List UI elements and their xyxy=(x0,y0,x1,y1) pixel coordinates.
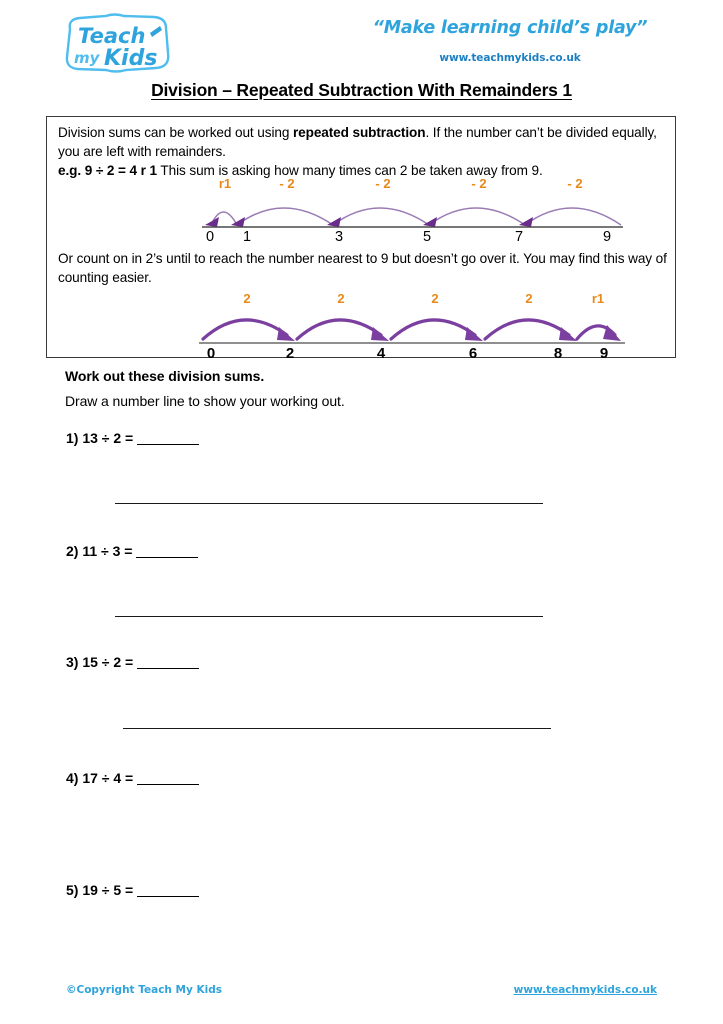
arc-label-two-d: 2 xyxy=(525,291,533,306)
question-sum: 15 ÷ 2 = xyxy=(82,654,134,670)
arc-label-two-b: 2 xyxy=(337,291,345,306)
tick-label: 9 xyxy=(602,229,612,245)
instruction-subtext: Draw a number line to show your working out. xyxy=(65,393,345,409)
arc-label-minus2-d: - 2 xyxy=(567,176,583,191)
question-sum: 19 ÷ 5 = xyxy=(82,882,134,898)
explanation-text-1: Division sums can be worked out using xyxy=(58,125,293,140)
tick-label: 4 xyxy=(376,345,386,362)
tick-label: 0 xyxy=(205,229,215,245)
question-4 xyxy=(66,770,199,786)
instruction-heading xyxy=(65,368,264,384)
svg-text:my: my xyxy=(74,49,100,67)
explanation-paragraph-2: Or count on in 2’s until to reach the number nearest to 9 but doesn’t go over it. You may find this way of counting easier. xyxy=(58,251,667,285)
footer-copyright: ©Copyright Teach My Kids xyxy=(66,984,223,996)
answer-blank-2[interactable] xyxy=(136,545,198,558)
teach-my-kids-logo xyxy=(62,13,174,75)
work-line-1 xyxy=(115,503,543,504)
question-number: 2) xyxy=(66,543,79,559)
svg-text:Teach: Teach xyxy=(78,24,146,48)
arc-label-two-c: 2 xyxy=(431,291,439,306)
work-line-2 xyxy=(115,616,543,617)
arc-label-r1-2: r1 xyxy=(591,291,605,306)
header-website: www.teachmykids.co.uk xyxy=(439,52,581,64)
question-number: 5) xyxy=(66,882,79,898)
explanation-paragraph-1 xyxy=(58,123,666,180)
arc-label-minus2-a: - 2 xyxy=(279,176,295,191)
instruction-heading-period: . xyxy=(260,368,265,384)
tick-label: 2 xyxy=(285,345,295,362)
tick-label: 6 xyxy=(468,345,478,362)
tagline: “Make learning child’s play” xyxy=(372,18,648,38)
question-sum: 11 ÷ 3 = xyxy=(82,543,133,559)
page-title: Division – Repeated Subtraction With Remainders 1 xyxy=(151,80,572,100)
footer-website-link[interactable]: www.teachmykids.co.uk xyxy=(513,984,657,996)
tick-label: 0 xyxy=(206,345,216,362)
explanation-box xyxy=(46,116,676,362)
tick-label: 3 xyxy=(334,229,344,245)
question-number: 3) xyxy=(66,654,79,670)
explanation-text-2: . If the number can’t be divided equally, you are left with remainders. xyxy=(58,125,657,159)
answer-blank-4[interactable] xyxy=(137,772,199,785)
work-line-3 xyxy=(123,728,551,729)
instruction-heading-text: Work out these division sums xyxy=(65,368,261,384)
question-number: 4) xyxy=(66,770,79,786)
question-number: 1) xyxy=(66,430,79,446)
tick-label: 1 xyxy=(242,229,252,245)
arc-label-two-a: 2 xyxy=(243,291,251,306)
explanation-bold-1: repeated subtraction xyxy=(292,125,426,140)
number-line-counting-on xyxy=(47,289,677,362)
tick-label: 9 xyxy=(599,345,609,362)
explanation-example-label: e.g. 9 ÷ 2 = 4 r 1 xyxy=(58,163,157,178)
answer-blank-1[interactable] xyxy=(137,432,199,445)
svg-text:Kids: Kids xyxy=(104,46,158,71)
question-5 xyxy=(66,882,199,898)
question-2 xyxy=(66,543,198,559)
explanation-text-3: This sum is asking how many times can 2 be taken away from 9. xyxy=(157,163,543,178)
tick-label: 5 xyxy=(422,229,432,245)
tick-label: 7 xyxy=(514,229,524,245)
question-sum: 13 ÷ 2 = xyxy=(82,430,134,446)
tick-label: 8 xyxy=(553,345,563,362)
arc-label-minus2-b: - 2 xyxy=(375,176,391,191)
answer-blank-3[interactable] xyxy=(137,656,199,669)
question-sum: 17 ÷ 4 = xyxy=(82,770,134,786)
question-3 xyxy=(66,654,199,670)
answer-blank-5[interactable] xyxy=(137,884,199,897)
question-1 xyxy=(66,430,199,446)
arc-label-minus2-c: - 2 xyxy=(471,176,487,191)
number-line-subtraction xyxy=(47,176,677,245)
arc-label-r1: r1 xyxy=(218,176,232,191)
